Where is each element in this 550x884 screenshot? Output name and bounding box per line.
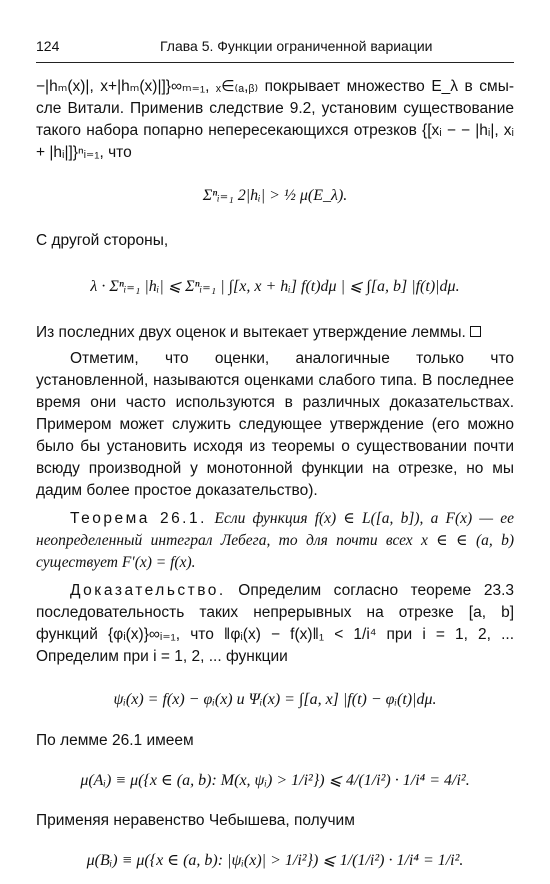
formula-psi-definitions: ψᵢ(x) = f(x) − φᵢ(x) и Ψᵢ(x) = ∫[a, x] |f(t) − φᵢ(t)|dμ. [113,691,437,708]
formula-sum-estimate: Σⁿᵢ₌₁ 2|hᵢ| > ½ μ(E_λ). [202,187,348,204]
running-header [36,38,514,60]
paragraph-vitali-cover [36,76,514,164]
paragraph-by-lemma: По лемме 26.1 имеем [36,732,194,749]
header-rule [36,62,514,63]
lemma-conclusion-text: Из последних двух оценок и вытекает утверждение леммы. [36,324,466,341]
chapter-title: Глава 5. Функции ограниченной вариации [160,38,433,54]
paragraph-weak-type: Отметим, что оценки, аналогичные только что установленной, называются оценками слабого типа. В последнее время они часто используются в различных доказательствах. Примером может служить следующее утверждение (его можно было бы установить исходя из теоремы о существовании почти всюду производной у монотонной функции на отрезке, но мы дадим более простое доказательство). [36,350,514,499]
formula-measure-A: μ(Aᵢ) ≡ μ({x ∈ (a, b): M(x, ψᵢ) > 1/i²}) ⩽ 4/(1/i²) · 1/i⁴ = 4/i². [80,772,470,789]
paragraph-other-side: С другой стороны, [36,232,169,249]
theorem-label: Теорема 26.1. [70,510,207,527]
proof-paragraph [36,580,514,668]
formula-integral-estimate: λ · Σⁿᵢ₌₁ |hᵢ| ⩽ Σⁿᵢ₌₁ | ∫[x, x + hᵢ] f(t)dμ | ⩽ ∫[a, b] |f(t)|dμ. [90,278,460,295]
formula-measure-B: μ(Bᵢ) ≡ μ({x ∈ (a, b): |ψᵢ(x)| > 1/i²}) ⩽ 1/(1/i²) · 1/i⁴ = 1/i². [86,852,464,869]
paragraph-vitali-rest: сле Витали. Применив следствие 9.2, установим существование такого набора попарно непересекающихся отрезков {[xᵢ − − |hᵢ|, xᵢ + |hᵢ|]}ⁿᵢ₌₁, что [36,100,514,161]
qed-square-icon [470,326,481,337]
paragraph-chebyshev: Применяя неравенство Чебышева, получим [36,812,355,829]
theorem-statement: Если функция f(x) ∈ L([a, b]), а F(x) — ее неопределенный интеграл Лебега, то для почти всех x ∈ ∈ (a, b) существует F′(x) = f(x). [36,510,514,571]
paragraph-vitali-line1: −|hₘ(x)|, x+|hₘ(x)|]}∞ₘ₌₁, ₓ∈₍ₐ,ᵦ₎ покрывает множество E_λ в смы- [36,78,514,95]
paragraph-lemma-conclusion [36,322,514,344]
page-number: 124 [36,38,60,54]
page-body [36,76,514,884]
proof-text: Определим согласно теореме 23.3 последовательность таких непрерывных на отрезке [a, b] функций {φᵢ(x)}∞ᵢ₌₁, что ‖φᵢ(x) − f(x)‖₁ < 1/i⁴ при i = 1, 2, ... Определим при i = 1, 2, ... функции [36,582,514,665]
proof-label: Доказательство. [70,582,226,599]
theorem-26-1 [36,508,514,574]
